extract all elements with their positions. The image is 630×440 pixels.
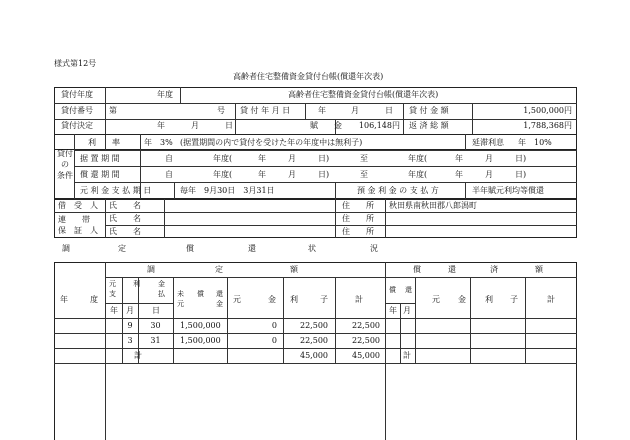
tax-value: 106,148円 bbox=[358, 121, 400, 130]
late-interest-value: 年 10% bbox=[518, 138, 552, 147]
defer-period-label: 据 置 期 間 bbox=[80, 154, 120, 163]
unpaid-principal-header: 未 bbox=[177, 290, 184, 298]
repay-to-month: 月 bbox=[485, 170, 493, 179]
repaid-principal-header: 金 bbox=[458, 295, 466, 304]
assessed-group-header: 定 bbox=[215, 265, 223, 274]
defer-to-year: 年 bbox=[455, 154, 463, 163]
row-day: 31 bbox=[150, 336, 161, 345]
repaid-group-header: 還 bbox=[448, 265, 456, 274]
repay-from-month: 月 bbox=[288, 170, 296, 179]
row-interest: 22,500 bbox=[300, 336, 328, 345]
row-total: 22,500 bbox=[352, 321, 380, 330]
repay-to: 至 bbox=[360, 170, 368, 179]
defer-to-day: 日) bbox=[515, 154, 527, 163]
loan-date-label: 貸 付 年 月 日 bbox=[240, 106, 291, 115]
ledger-title: 高齢者住宅整備資金貸付台帳(償還年次表) bbox=[288, 90, 439, 99]
guarantor-label-1: 連 帯 bbox=[58, 215, 90, 224]
row-total: 22,500 bbox=[352, 336, 380, 345]
rate-note: (据置期間の内で貸付を受けた年の年度中は無利子) bbox=[180, 138, 363, 147]
borrower-address-value: 秋田県南秋田郡八郎潟町 bbox=[389, 201, 477, 210]
assessed-group-header: 額 bbox=[290, 265, 298, 274]
defer-to-month: 月 bbox=[485, 154, 493, 163]
borrower-address-label: 住 所 bbox=[342, 201, 374, 210]
guarantor2-name-label: 氏 名 bbox=[109, 227, 141, 236]
sub-header-month: 月 bbox=[126, 306, 134, 315]
payment-date-header: 元 bbox=[109, 280, 116, 288]
page-title: 高齢者住宅整備資金貸付台帳(償還年次表) bbox=[233, 72, 384, 81]
loan-amount-label: 貸 付 金 額 bbox=[409, 106, 449, 115]
defer-from: 自 bbox=[165, 154, 173, 163]
sum-total: 45,000 bbox=[352, 351, 380, 360]
guarantor1-address-label: 住 所 bbox=[342, 214, 374, 223]
row-month: 9 bbox=[127, 321, 133, 330]
borrower-label: 借 受 人 bbox=[58, 201, 98, 210]
decision-label: 貸付決定 bbox=[61, 121, 93, 130]
defer-from-year: 年 bbox=[258, 154, 266, 163]
repaid-total-header: 計 bbox=[547, 295, 555, 304]
repaid-sum-label: 計 bbox=[403, 351, 411, 360]
sum-label: 計 bbox=[134, 351, 142, 360]
defer-from-month: 月 bbox=[288, 154, 296, 163]
principal-header: 元 bbox=[233, 295, 241, 304]
payment-date-header: 支 bbox=[109, 290, 116, 298]
repay-to-year: 年 bbox=[455, 170, 463, 179]
payday-label: 元 利 金 支 払 期 日 bbox=[80, 186, 152, 195]
decision-day: 日 bbox=[225, 121, 233, 130]
repay-from: 自 bbox=[165, 170, 173, 179]
unpaid-principal-header: 償 bbox=[197, 290, 204, 298]
payday-value: 毎年 9月30日 3月31日 bbox=[180, 186, 275, 195]
sub-header-day: 日 bbox=[152, 306, 160, 315]
repay-total-value: 1,788,368円 bbox=[523, 121, 572, 130]
loan-date-day: 日 bbox=[385, 106, 393, 115]
repay-period-label: 償 還 期 間 bbox=[80, 170, 120, 179]
unpaid-principal-header: 元 bbox=[177, 300, 184, 308]
interest-header: 子 bbox=[320, 295, 328, 304]
unpaid-principal-header: 還 bbox=[216, 290, 223, 298]
guarantor2-address-label: 住 所 bbox=[342, 227, 374, 236]
guarantor1-name-label: 氏 名 bbox=[109, 214, 141, 223]
heading-char: 定 bbox=[118, 244, 126, 253]
repaid-group-header: 済 bbox=[490, 265, 498, 274]
repaid-sub-header-year: 年 bbox=[389, 306, 397, 315]
tax-label: 賦 金 bbox=[310, 121, 342, 130]
repaid-date-header: 還 bbox=[405, 286, 412, 294]
heading-char: 還 bbox=[248, 244, 256, 253]
unpaid-principal-header: 金 bbox=[216, 300, 223, 308]
repay-from-year: 年 bbox=[258, 170, 266, 179]
decision-month: 月 bbox=[191, 121, 199, 130]
sub-header-year: 年 bbox=[110, 306, 118, 315]
heading-char: 調 bbox=[62, 244, 70, 253]
defer-to: 至 bbox=[360, 154, 368, 163]
repay-from-nendo: 年度( bbox=[213, 170, 233, 179]
year-header: 度 bbox=[90, 295, 98, 304]
conditions-side-label-1: 貸付 bbox=[57, 149, 73, 158]
loan-number-suffix: 号 bbox=[217, 106, 225, 115]
year-header: 年 bbox=[60, 295, 68, 304]
repay-to-day: 日) bbox=[515, 170, 527, 179]
rate-label: 利 率 bbox=[88, 138, 120, 147]
row-day: 30 bbox=[150, 321, 161, 330]
repay-to-nendo: 年度( bbox=[408, 170, 428, 179]
late-interest-label: 延滞利息 bbox=[472, 138, 504, 147]
payment-date-header: 金 bbox=[158, 280, 165, 288]
form-number: 様式第12号 bbox=[54, 59, 97, 68]
loan-amount-value: 1,500,000円 bbox=[523, 106, 572, 115]
row-interest: 22,500 bbox=[300, 321, 328, 330]
loan-year-suffix: 年度 bbox=[157, 90, 173, 99]
repaid-group-header: 額 bbox=[535, 265, 543, 274]
interest-header: 利 bbox=[290, 295, 298, 304]
principal-header: 金 bbox=[268, 295, 276, 304]
defer-from-day: 日) bbox=[318, 154, 330, 163]
repay-total-label: 返 済 総 額 bbox=[409, 121, 449, 130]
sum-interest: 45,000 bbox=[300, 351, 328, 360]
loan-year-label: 貸付年度 bbox=[61, 90, 93, 99]
conditions-side-label-2: の bbox=[61, 160, 69, 169]
payment-date-header: 利 bbox=[133, 280, 140, 288]
repaid-principal-header: 元 bbox=[432, 295, 440, 304]
guarantor-label-2: 保 証 人 bbox=[58, 226, 98, 235]
heading-char: 状 bbox=[308, 244, 316, 253]
heading-char: 償 bbox=[186, 244, 194, 253]
repaid-group-header: 償 bbox=[413, 265, 421, 274]
conditions-side-label-3: 条件 bbox=[57, 171, 73, 180]
borrower-name-label: 氏 名 bbox=[109, 201, 141, 210]
repaid-date-header: 償 bbox=[389, 286, 396, 294]
repaid-interest-header: 子 bbox=[510, 295, 518, 304]
decision-year: 年 bbox=[157, 121, 165, 130]
rate-value: 年 3% bbox=[144, 138, 173, 147]
row-unpaid-principal: 1,500,000 bbox=[180, 321, 221, 330]
total-header: 計 bbox=[355, 295, 363, 304]
assessed-group-header: 調 bbox=[147, 265, 155, 274]
defer-to-nendo: 年度( bbox=[408, 154, 428, 163]
repaid-sub-header-month: 月 bbox=[403, 306, 411, 315]
repaid-interest-header: 利 bbox=[485, 295, 493, 304]
heading-char: 況 bbox=[370, 244, 378, 253]
row-principal: 0 bbox=[271, 321, 277, 330]
loan-date-year: 年 bbox=[318, 106, 326, 115]
loan-number-prefix: 第 bbox=[109, 106, 117, 115]
payment-date-header: 払 bbox=[158, 290, 165, 298]
deposit-method-label: 預 金 利 金 の 支 払 方 bbox=[357, 186, 439, 195]
loan-number-label: 貸付番号 bbox=[61, 106, 93, 115]
repay-from-day: 日) bbox=[318, 170, 330, 179]
deposit-method-value: 半年賦元利均等償還 bbox=[472, 186, 544, 195]
loan-date-month: 月 bbox=[351, 106, 359, 115]
row-principal: 0 bbox=[271, 336, 277, 345]
row-unpaid-principal: 1,500,000 bbox=[180, 336, 221, 345]
defer-from-nendo: 年度( bbox=[213, 154, 233, 163]
row-month: 3 bbox=[127, 336, 133, 345]
